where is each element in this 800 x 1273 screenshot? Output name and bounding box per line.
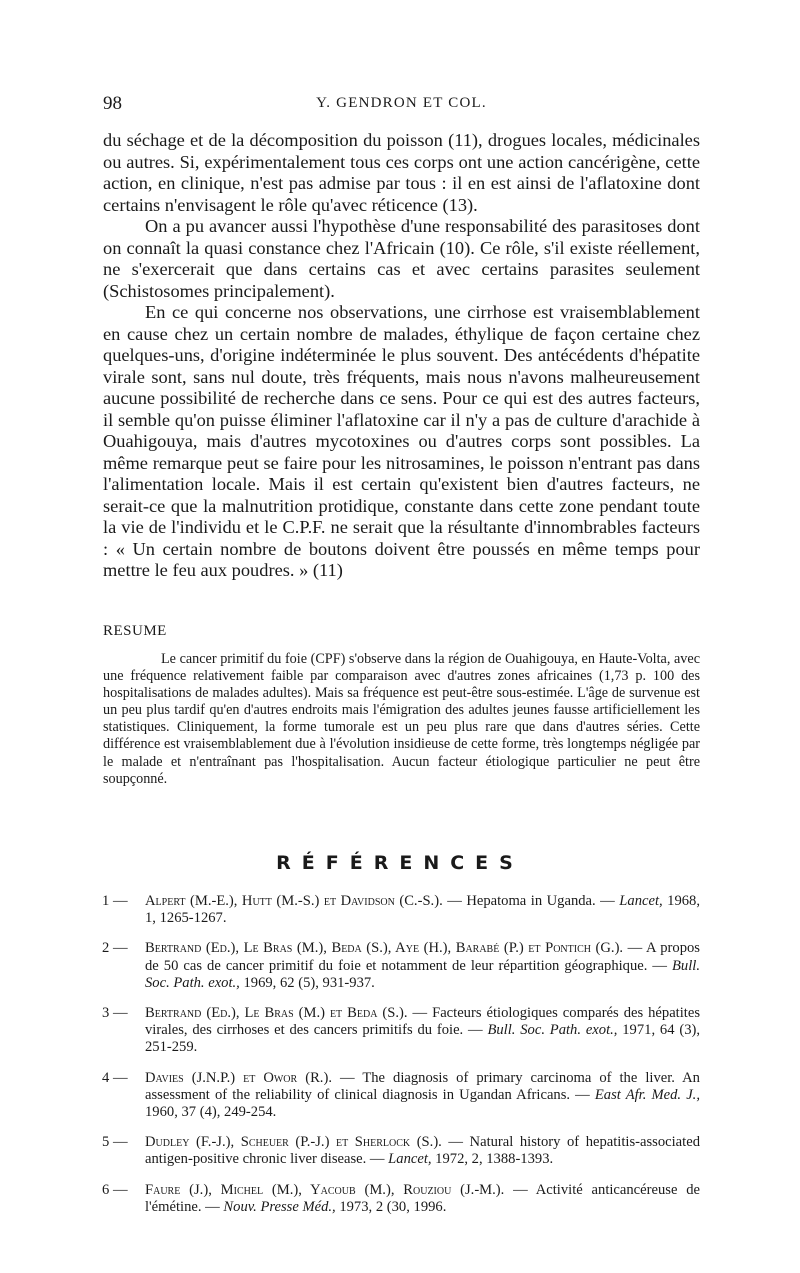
reference-details: 1969, 62 (5), 931-937.	[239, 974, 375, 991]
reference-item	[100, 1070, 700, 1122]
reference-title: — A propos de 50 cas de cancer primitif du foie et notamment de leur répartition géographique. —	[145, 940, 700, 974]
reference-number: 1 —	[102, 893, 128, 909]
reference-title: — Facteurs étiologiques comparés des hépatites virales, des cirrhoses et des cancers primitifs du foie. —	[145, 1005, 700, 1039]
reference-authors: Bertrand (Ed.), Le Bras (M.) et Beda (S.).	[145, 1005, 408, 1022]
page-number: 98	[103, 93, 122, 114]
reference-authors: Davies (J.N.P.) et Owor (R.).	[145, 1069, 332, 1086]
reference-journal: Bull. Soc. Path. exot.,	[487, 1022, 618, 1039]
reference-number: 5 —	[102, 1134, 128, 1151]
reference-details: 1968, 1, 1265-1267.	[145, 893, 700, 927]
reference-journal: East Afr. Med. J.,	[594, 1086, 700, 1103]
reference-title: — Activité anticancéreuse de l'émétine. —	[145, 1181, 701, 1215]
page-header	[103, 93, 700, 117]
reference-details: 1960, 37 (4), 249-254.	[145, 1104, 277, 1121]
reference-item	[100, 940, 700, 992]
reference-number: 2 —	[102, 940, 128, 957]
paragraph: En ce qui concerne nos observations, une cirrhose est vraisemblablement en cause chez un certain nombre de malades, éthylique de façon certaine chez quelques-uns, d'origine indéterminée le plus souvent. Des antécédents d'hépatite virale sont, sans nul doute, très fréquents, mais nous n'avons malheureusement aucune possibilité de recherche dans ce sens. Pour ce qui est des autres facteurs, il semble qu'on puisse éliminer l'aflatoxine car il n'y a pas de culture d'arachide à Ouahigouya, mais d'autres mycotoxines ou d'autres corps sont possibles. La même remarque peut se faire pour les nitrosamines, le poisson n'entrant pas dans l'alimentation locale. Mais il est certain qu'existent bien d'autres facteurs, ne serait-ce que la malnutrition protidique, constante dans cette zone pendant toute la vie de l'individu et le C.P.F. ne serait que la résultante d'innombrables facteurs : « Un certain nombre de boutons doivent être poussés en même temps pour mettre le feu aux poudres. » (11)	[103, 302, 700, 580]
references-heading: RÉFÉRENCES	[276, 852, 524, 874]
running-head: Y. GENDRON ET COL.	[316, 95, 487, 111]
reference-authors: Bertrand (Ed.), Le Bras (M.), Beda (S.), Aye (H.), Barabé (P.) et Pontich (G.).	[145, 940, 624, 957]
reference-authors: Dudley (F.-J.), Scheuer (P.-J.) et Sherlock (S.).	[145, 1134, 442, 1151]
reference-number: 6 —	[102, 1181, 128, 1198]
reference-title: — The diagnosis of primary carcinoma of the liver. An assessment of the reliability of clinical diagnosis in Ugandan Africans. —	[145, 1069, 700, 1103]
reference-title: — Natural history of hepatitis-associated antigen-positive chronic liver disease. —	[145, 1134, 700, 1168]
references-list	[100, 893, 700, 1229]
reference-journal: Bull. Soc. Path. exot.,	[145, 957, 700, 991]
reference-item	[100, 893, 700, 927]
resume-text: Le cancer primitif du foie (CPF) s'observe dans la région de Ouahigouya, en Haute-Volta, avec une fréquence relativement faible par comparaison avec d'autres zones africaines (1,73 p. 100 des hospitalisations de malades adultes). Mais sa fréquence est peut-être sous-estimée. L'âge de survenue est un peu plus tardif qu'en d'autres endroits mais l'émigration des adultes jeunes fausse artificiellement les statistiques. Cliniquement, la forme tumorale est un peu plus rare que dans d'autres séries. Cette différence est vraisemblablement due à l'évolution insidieuse de cette forme, très longtemps négligée par le malade et n'entraînant pas l'hospitalisation. Aucun facteur étiologique particulier ne peut être soupçonné.	[103, 651, 700, 787]
reference-item	[100, 1134, 700, 1168]
reference-item	[100, 1005, 700, 1057]
reference-journal: Lancet,	[388, 1151, 432, 1168]
reference-authors: Alpert (M.-E.), Hutt (M.-S.) et Davidson (C.-S.).	[145, 893, 443, 909]
reference-authors: Faure (J.), Michel (M.), Yacoub (M.), Rouziou (J.-M.).	[145, 1181, 505, 1198]
reference-journal: Nouv. Presse Méd.,	[223, 1198, 336, 1215]
paragraph: On a pu avancer aussi l'hypothèse d'une responsabilité des parasitoses dont on connaît la quasi constance chez l'Africain (10). Ce rôle, s'il existe réellement, ne s'exercerait que dans certains cas et avec certains parasites seulement (Schistosomes principalement).	[103, 216, 700, 301]
reference-journal: Lancet,	[619, 893, 663, 909]
paragraph: du séchage et de la décomposition du poisson (11), drogues locales, médicinales ou autres. Si, expérimentalement tous ces corps ont une action cancérigène, cette action, en clinique, n'est pas admise par tous : il en est ainsi de l'aflatoxine dont certains n'envisagent le rôle qu'avec réticence (13).	[103, 130, 700, 215]
body-text	[103, 130, 700, 582]
reference-details: 1971, 64 (3), 251-259.	[145, 1022, 701, 1056]
reference-title: — Hepatoma in Uganda. —	[442, 893, 620, 909]
reference-number: 3 —	[102, 1005, 128, 1022]
resume-heading: RESUME	[103, 623, 167, 639]
reference-details: 1973, 2 (30, 1996.	[335, 1198, 447, 1215]
reference-details: 1972, 2, 1388-1393.	[431, 1151, 554, 1168]
reference-number: 4 —	[102, 1069, 128, 1086]
reference-item	[100, 1182, 700, 1216]
